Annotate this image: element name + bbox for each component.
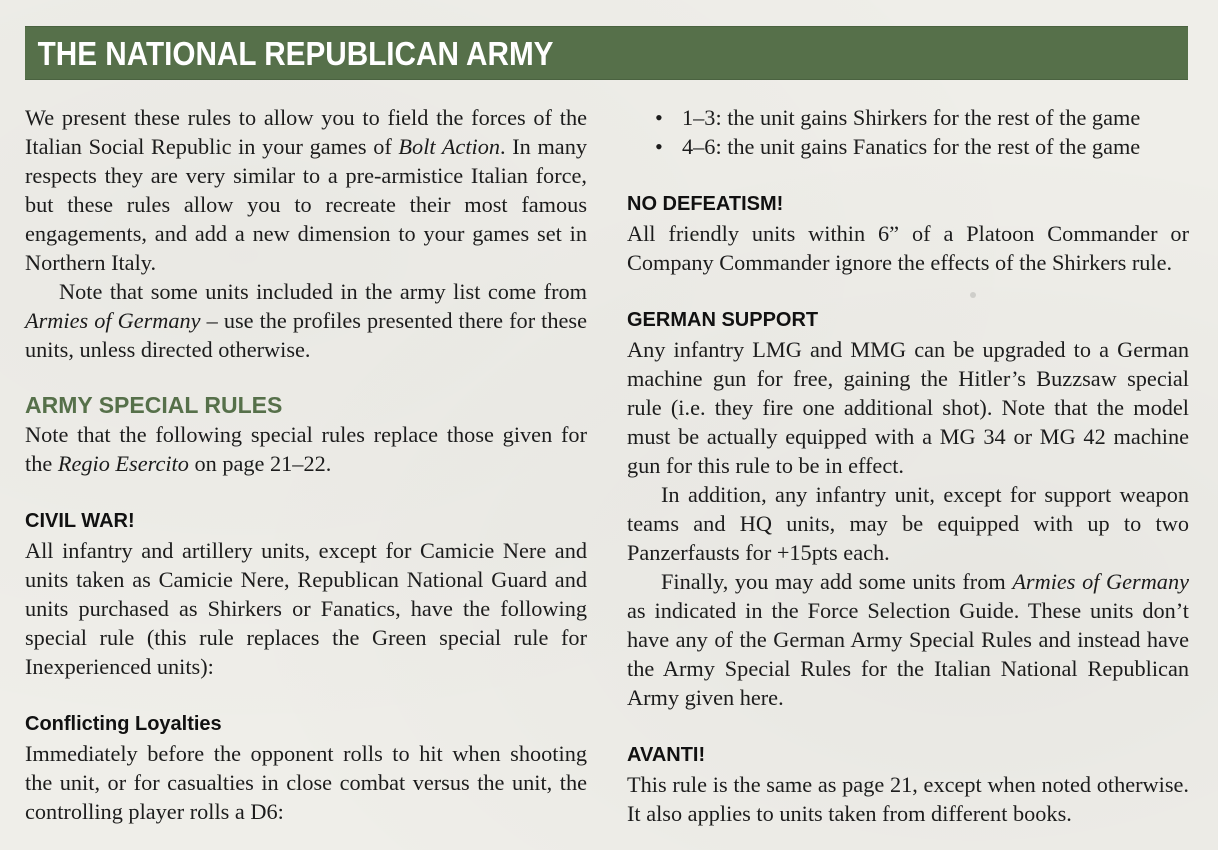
- german-support-paragraph-2: In addition, any infantry unit, except for support weapon teams and HQ units, may be equipped with up to two Panzerfausts for +15pts each.: [627, 482, 1189, 565]
- civil-war-paragraph: All infantry and artillery units, except for Camicie Nere and units taken as Camicie Nere, Republican National Guard and units purchased as Shirkers or Fanatics, have the following special rule (this rule replaces the Green special rule for Inexperienced units):: [25, 538, 587, 679]
- note-emphasis: Armies of Germany: [25, 308, 201, 333]
- list-item: • 1–3: the unit gains Shirkers for the rest of the game: [655, 103, 1189, 132]
- german-support-text-rest: as indicated in the Force Selection Guide. These units don’t have any of the German Army Special Rules and instead have the Army Special Rules for the Italian National Republican Army given here.: [627, 598, 1189, 710]
- section-text: Note that the following special rules replace those given for the: [25, 422, 587, 476]
- heading-conflicting-loyalties: Conflicting Loyalties: [25, 713, 222, 735]
- note-paragraph: [25, 277, 587, 364]
- no-defeatism-paragraph: All friendly units within 6” of a Platoon Commander or Company Commander ignore the effects of the Shirkers rule.: [627, 221, 1189, 275]
- intro-paragraph: [25, 103, 587, 277]
- note-text: Note that some units included in the army list come from: [59, 279, 587, 304]
- german-support-emphasis: Armies of Germany: [1012, 569, 1189, 594]
- intro-text: We present these rules to allow you to field the forces of the Italian Social Republic in your games of: [25, 105, 587, 159]
- intro-text-rest: . In many respects they are very similar to a pre-armistice Italian force, but these rules allow you to recreate their most famous engagements, and add a new dimension to your games set in Northern Italy.: [25, 134, 587, 275]
- section-heading-army-special-rules: ARMY SPECIAL RULES: [25, 392, 283, 418]
- conflicting-paragraph: Immediately before the opponent rolls to hit when shooting the unit, or for casualties in close combat versus the unit, the controlling player rolls a D6:: [25, 741, 587, 824]
- avanti-paragraph: This rule is the same as page 21, except when noted otherwise. It also applies to units taken from different books.: [627, 772, 1189, 826]
- section-text-rest: on page 21–22.: [188, 451, 332, 476]
- section-paragraph: [25, 420, 587, 478]
- section-emphasis: Regio Esercito: [57, 451, 189, 476]
- left-column: [25, 103, 587, 826]
- german-support-paragraph-1: Any infantry LMG and MMG can be upgraded to a German machine gun for free, gaining the Hitler’s Buzzsaw special rule (i.e. they fire one additional shot). Note that the model must be actually equipped with a MG 34 or MG 42 machine gun for this rule to be in effect.: [627, 337, 1189, 478]
- list-item: • 4–6: the unit gains Fanatics for the rest of the game: [655, 132, 1189, 161]
- right-column: [627, 103, 1189, 828]
- german-support-paragraph-3: [627, 567, 1189, 712]
- heading-avanti: AVANTI!: [627, 744, 706, 766]
- page-title: THE NATIONAL REPUBLICAN ARMY: [37, 35, 554, 72]
- intro-emphasis: Bolt Action: [398, 134, 501, 159]
- heading-no-defeatism: NO DEFEATISM!: [627, 193, 784, 215]
- title-banner: [25, 26, 1188, 80]
- paper-stain: [970, 292, 976, 298]
- roll-result-list: [627, 103, 1189, 161]
- german-support-text: Finally, you may add some units from: [661, 569, 1013, 594]
- heading-civil-war: CIVIL WAR!: [25, 510, 135, 532]
- heading-german-support: GERMAN SUPPORT: [627, 309, 819, 331]
- note-text-rest: – use the profiles presented there for these units, unless directed otherwise.: [25, 308, 587, 362]
